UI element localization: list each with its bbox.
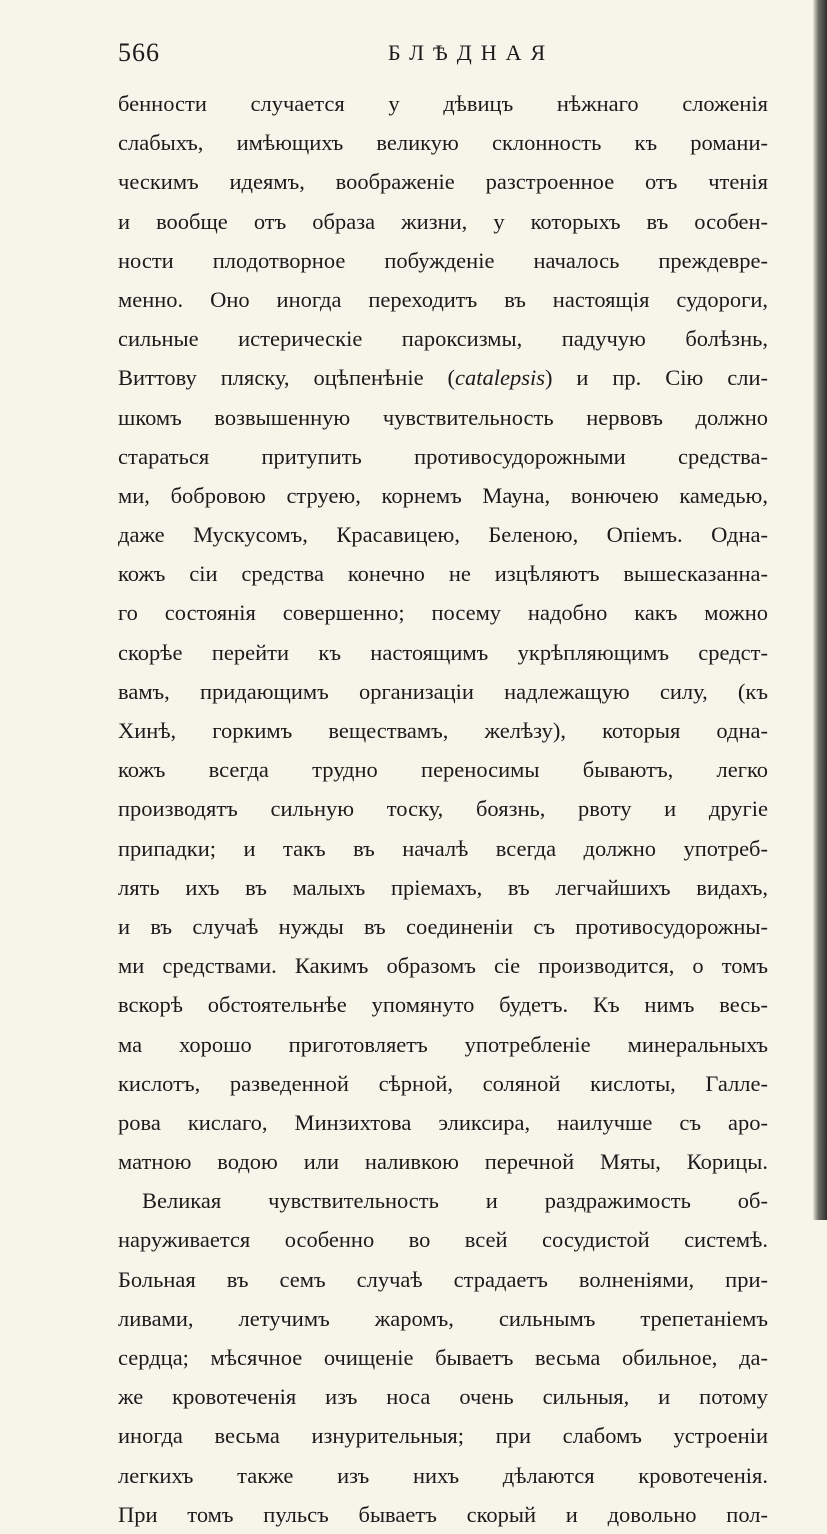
- text-line: наруживается особенно во всей сосудистой системѣ.: [118, 1227, 768, 1253]
- text-line: иногда весьма изнурительныя; при слабомъ устроеніи: [118, 1423, 768, 1449]
- page-number: 566: [118, 38, 160, 67]
- text-line: и въ случаѣ нужды въ соединеніи съ противосудорожны-: [118, 913, 768, 939]
- text-line: легкихъ также изъ нихъ дѣлаются кровотеченія.: [118, 1462, 768, 1488]
- page-edge-shadow: [813, 0, 827, 1220]
- text-line: сердца; мѣсячное очищеніе бываетъ весьма обильное, да-: [118, 1345, 768, 1370]
- text-line: кожъ всегда трудно переносимы бываютъ, легко: [118, 757, 768, 783]
- text-line: же кровотеченія изъ носа очень сильныя, и потому: [118, 1384, 768, 1410]
- text-line: При томъ пульсъ бываетъ скорый и довольно пол-: [118, 1501, 768, 1527]
- text-line: Хинѣ, горкимъ веществамъ, желѣзу), которыя одна-: [118, 718, 768, 743]
- text-line: скорѣе перейти къ настоящимъ укрѣпляющимъ средст-: [118, 639, 768, 665]
- text-line: кислотъ, разведенной сѣрной, соляной кислоты, Галле-: [118, 1070, 768, 1096]
- text-line: даже Мускусомъ, Красавицею, Беленою, Опіемъ. Одна-: [118, 522, 768, 548]
- text-line: ми, бобровою струею, корнемъ Мауна, вонючею камедью,: [118, 482, 768, 508]
- running-title: БЛѢДНАЯ: [388, 40, 555, 65]
- text-line: производятъ сильную тоску, боязнь, рвоту и другіе: [118, 796, 768, 822]
- text-line: шкомъ возвышенную чувствительность нервовъ должно: [118, 404, 768, 430]
- text-line: матною водою или наливкою перечной Мяты, Корицы.: [118, 1149, 768, 1175]
- text-line: стараться притупить противосудорожными средства-: [118, 443, 768, 469]
- text-line: ма хорошо приготовляетъ употребленіе минеральныхъ: [118, 1031, 768, 1057]
- text-line: ми средствами. Какимъ образомъ сіе производится, о томъ: [118, 953, 768, 979]
- text-fragment: ) и пр. Сію сли-: [544, 365, 768, 391]
- text-line: го состоянія совершенно; посему надобно какъ можно: [118, 600, 768, 626]
- text-line: ливами, летучимъ жаромъ, сильнымъ трепетаніемъ: [118, 1305, 768, 1331]
- text-line-catalepsis: [118, 358, 768, 397]
- body-text: [118, 84, 768, 1534]
- text-line: вскорѣ обстоятельнѣе упомянуто будетъ. Къ нимъ весь-: [118, 992, 768, 1018]
- text-line-paragraph-start: Великая чувствительность и раздражимость об-: [142, 1188, 768, 1214]
- text-fragment: Виттову пляску, оцѣпенѣніе (: [118, 365, 455, 391]
- text-line: ности плодотворное побужденіе началось преждевре-: [118, 247, 768, 273]
- text-line: бенности случается у дѣвицъ нѣжнаго сложенія: [118, 91, 768, 116]
- text-line: Больная въ семъ случаѣ страдаетъ волненіями, при-: [118, 1266, 768, 1292]
- text-line: сильные истерическіе пароксизмы, падучую болѣзнь,: [118, 326, 768, 352]
- text-line: слабыхъ, имѣющихъ великую склонность къ романи-: [118, 130, 768, 156]
- text-line: вамъ, придающимъ организаціи надлежащую силу, (къ: [118, 678, 768, 704]
- page-header: [118, 38, 768, 82]
- text-line: менно. Оно иногда переходитъ въ настоящія судороги,: [118, 286, 768, 312]
- text-line: и вообще отъ образа жизни, у которыхъ въ особен-: [118, 208, 768, 234]
- text-line: ческимъ идеямъ, воображеніе разстроенное отъ чтенія: [118, 169, 768, 195]
- text-line: кожъ сіи средства конечно не изцѣляютъ вышесказанна-: [118, 561, 768, 587]
- text-line: рова кислаго, Минзихтова эликсира, наилучше съ аро-: [118, 1109, 768, 1135]
- text-line: припадки; и такъ въ началѣ всегда должно употреб-: [118, 835, 768, 861]
- latin-term: catalepsis: [454, 365, 545, 391]
- text-line: лять ихъ въ малыхъ пріемахъ, въ легчайшихъ видахъ,: [118, 874, 768, 900]
